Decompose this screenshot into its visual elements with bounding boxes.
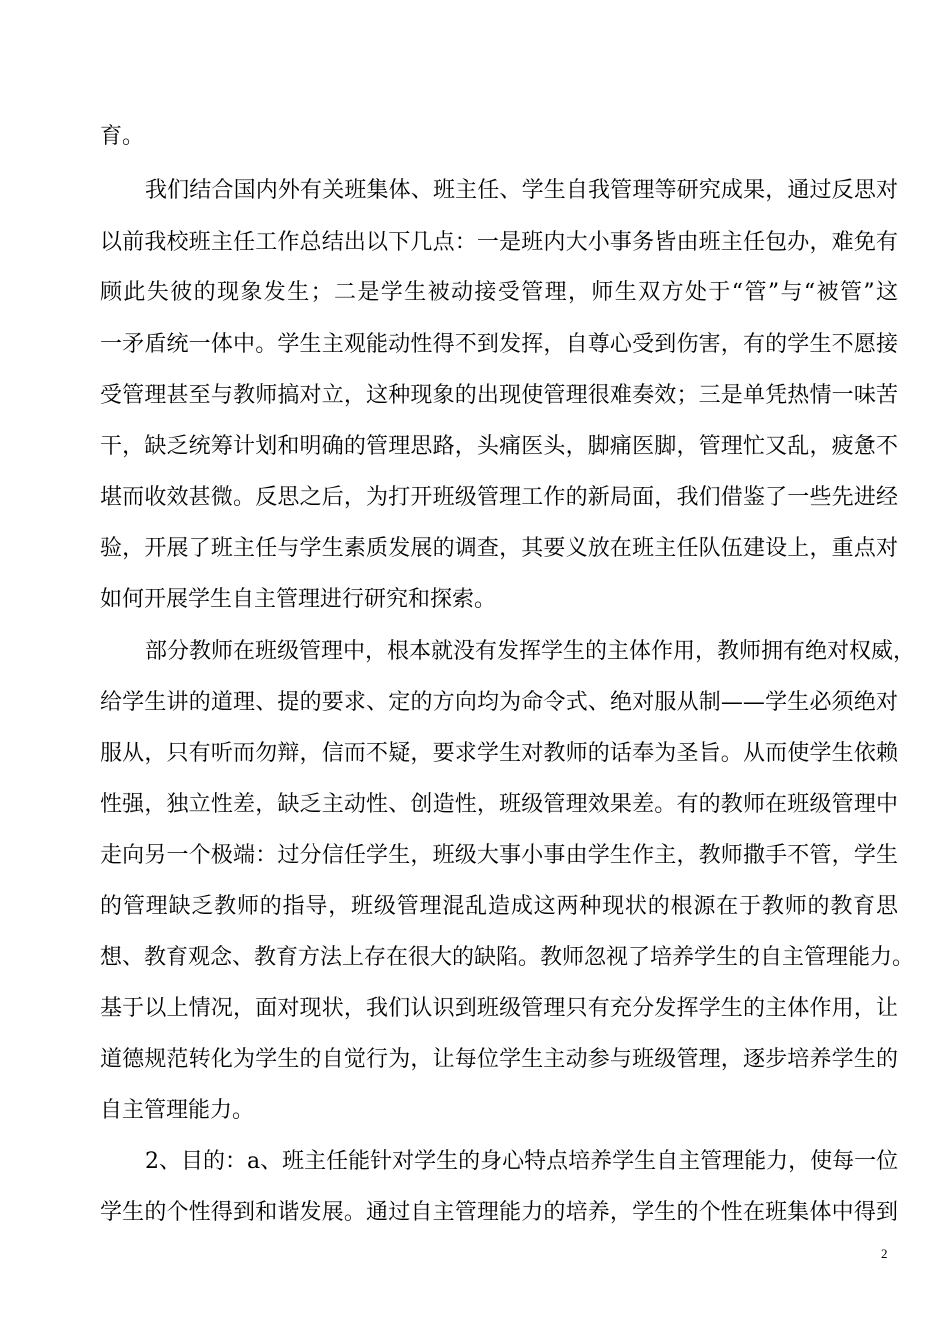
text-line: 性强，独立性差，缺乏主动性、创造性，班级管理效果差。有的教师在班级管理中 [100, 792, 898, 817]
text-line: 受管理甚至与教师搞对立，这种现象的出现使管理很难奏效；三是单凭热情一味苦 [100, 383, 898, 408]
text-line: 基于以上情况，面对现状，我们认识到班级管理只有充分发挥学生的主体作用，让 [100, 996, 898, 1021]
text-line: 走向另一个极端：过分信任学生，班级大事小事由学生作主，教师撒手不管，学生 [100, 843, 898, 868]
text-line: 如何开展学生自主管理进行研究和探索。 [100, 587, 497, 612]
text-line: 2、目的：a、班主任能针对学生的身心特点培养学生自主管理能力，使每一位 [145, 1149, 899, 1174]
text-line: 育。 [100, 124, 145, 149]
text-line: 堪而收效甚微。反思之后，为打开班级管理工作的新局面，我们借鉴了一些先进经 [100, 485, 898, 510]
text-line: 一矛盾统一体中。学生主观能动性得不到发挥，自尊心受到伤害，有的学生不愿接 [100, 332, 898, 357]
text-line: 验，开展了班主任与学生素质发展的调查，其要义放在班主任队伍建设上，重点对 [100, 536, 898, 561]
text-line: 以前我校班主任工作总结出以下几点：一是班内大小事务皆由班主任包办，难免有 [100, 230, 898, 255]
text-line: 顾此失彼的现象发生；二是学生被动接受管理，师生双方处于“管”与“被管”这 [100, 280, 898, 305]
text-line: 给学生讲的道理、提的要求、定的方向均为命令式、绝对服从制——学生必须绝对 [100, 690, 898, 715]
text-line: 我们结合国内外有关班集体、班主任、学生自我管理等研究成果，通过反思对 [145, 178, 898, 203]
text-line: 道德规范转化为学生的自觉行为，让每位学生主动参与班级管理，逐步培养学生的 [100, 1047, 898, 1072]
text-line: 想、教育观念、教育方法上存在很大的缺陷。教师忽视了培养学生的自主管理能力。 [100, 945, 915, 970]
text-line: 部分教师在班级管理中，根本就没有发挥学生的主体作用，教师拥有绝对权威， [145, 639, 916, 664]
text-line: 自主管理能力。 [100, 1098, 255, 1123]
text-line: 服从，只有听而勿辩，信而不疑，要求学生对教师的话奉为圣旨。从而使学生依赖 [100, 741, 898, 766]
text-line: 学生的个性得到和谐发展。通过自主管理能力的培养，学生的个性在班集体中得到 [100, 1200, 898, 1225]
text-line: 干，缺乏统筹计划和明确的管理思路，头痛医头，脚痛医脚，管理忙又乱，疲惫不 [100, 434, 898, 459]
page-number: 2 [881, 1246, 888, 1261]
text-line: 的管理缺乏教师的指导，班级管理混乱造成这两种现状的根源在于教师的教育思 [100, 894, 898, 919]
